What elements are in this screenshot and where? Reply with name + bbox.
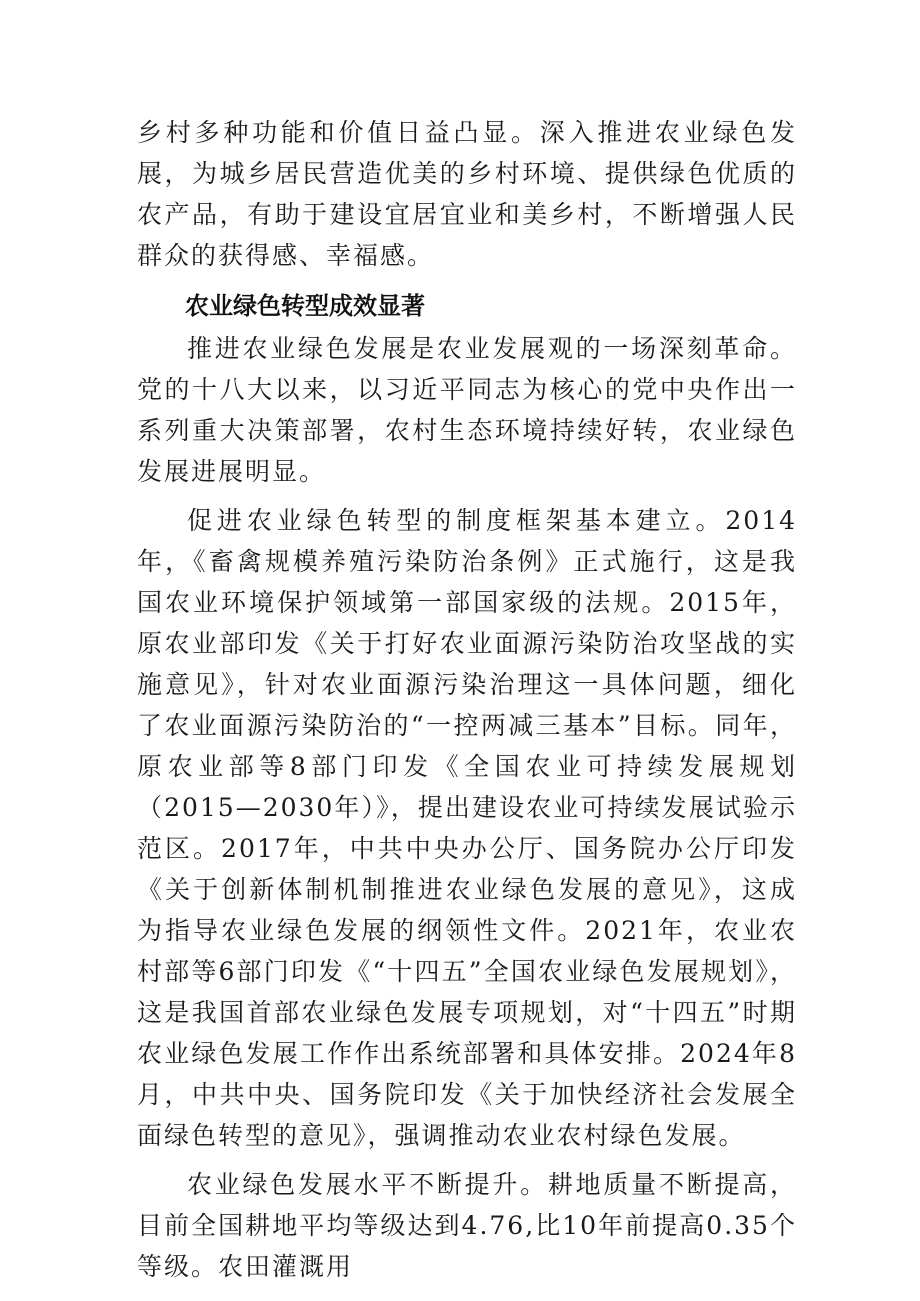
document-body — [137, 112, 797, 1287]
paragraph-institutional-framework: 促进农业绿色转型的制度框架基本建立。2014年，《畜禽规模养殖污染防治条例》正式施行，这是我国农业环境保护领域第一部国家级的法规。2015年，原农业部印发《关于打好农业面源污染防治攻坚战的实施意见》，针对农业面源污染治理这一具体问题，细化了农业面源污染防治的“一控两减三基本”目标。同年，原农业部等8部门印发《全国农业可持续发展规划（2015—2030年）》，提出建设农业可持续发展试验示范区。2017年，中共中央办公厅、国务院办公厅印发《关于创新体制机制推进农业绿色发展的意见》，这成为指导农业绿色发展的纲领性文件。2021年，农业农村部等6部门印发《“十四五”全国农业绿色发展规划》，这是我国首部农业绿色发展专项规划，对“十四五”时期农业绿色发展工作作出系统部署和具体安排。2024年8月，中共中央、国务院印发《关于加快经济社会发展全面绿色转型的意见》，强调推动农业农村绿色发展。 — [137, 506, 797, 1150]
paragraph-intro-continued: 乡村多种功能和价值日益凸显。深入推进农业绿色发展，为城乡居民营造优美的乡村环境、提供绿色优质的农产品，有助于建设宜居宜业和美乡村，不断增强人民群众的获得感、幸福感。 — [137, 118, 797, 270]
paragraph-overview: 推进农业绿色发展是农业发展观的一场深刻革命。党的十八大以来，以习近平同志为核心的党中央作出一系列重大决策部署，农村生态环境持续好转，农业绿色发展进展明显。 — [137, 334, 797, 486]
section-heading: 农业绿色转型成效显著 — [185, 292, 425, 320]
paragraph-development-level: 农业绿色发展水平不断提升。耕地质量不断提高，目前全国耕地平均等级达到4.76,比10年前提高0.35个等级。农田灌溉用 — [137, 1170, 797, 1281]
